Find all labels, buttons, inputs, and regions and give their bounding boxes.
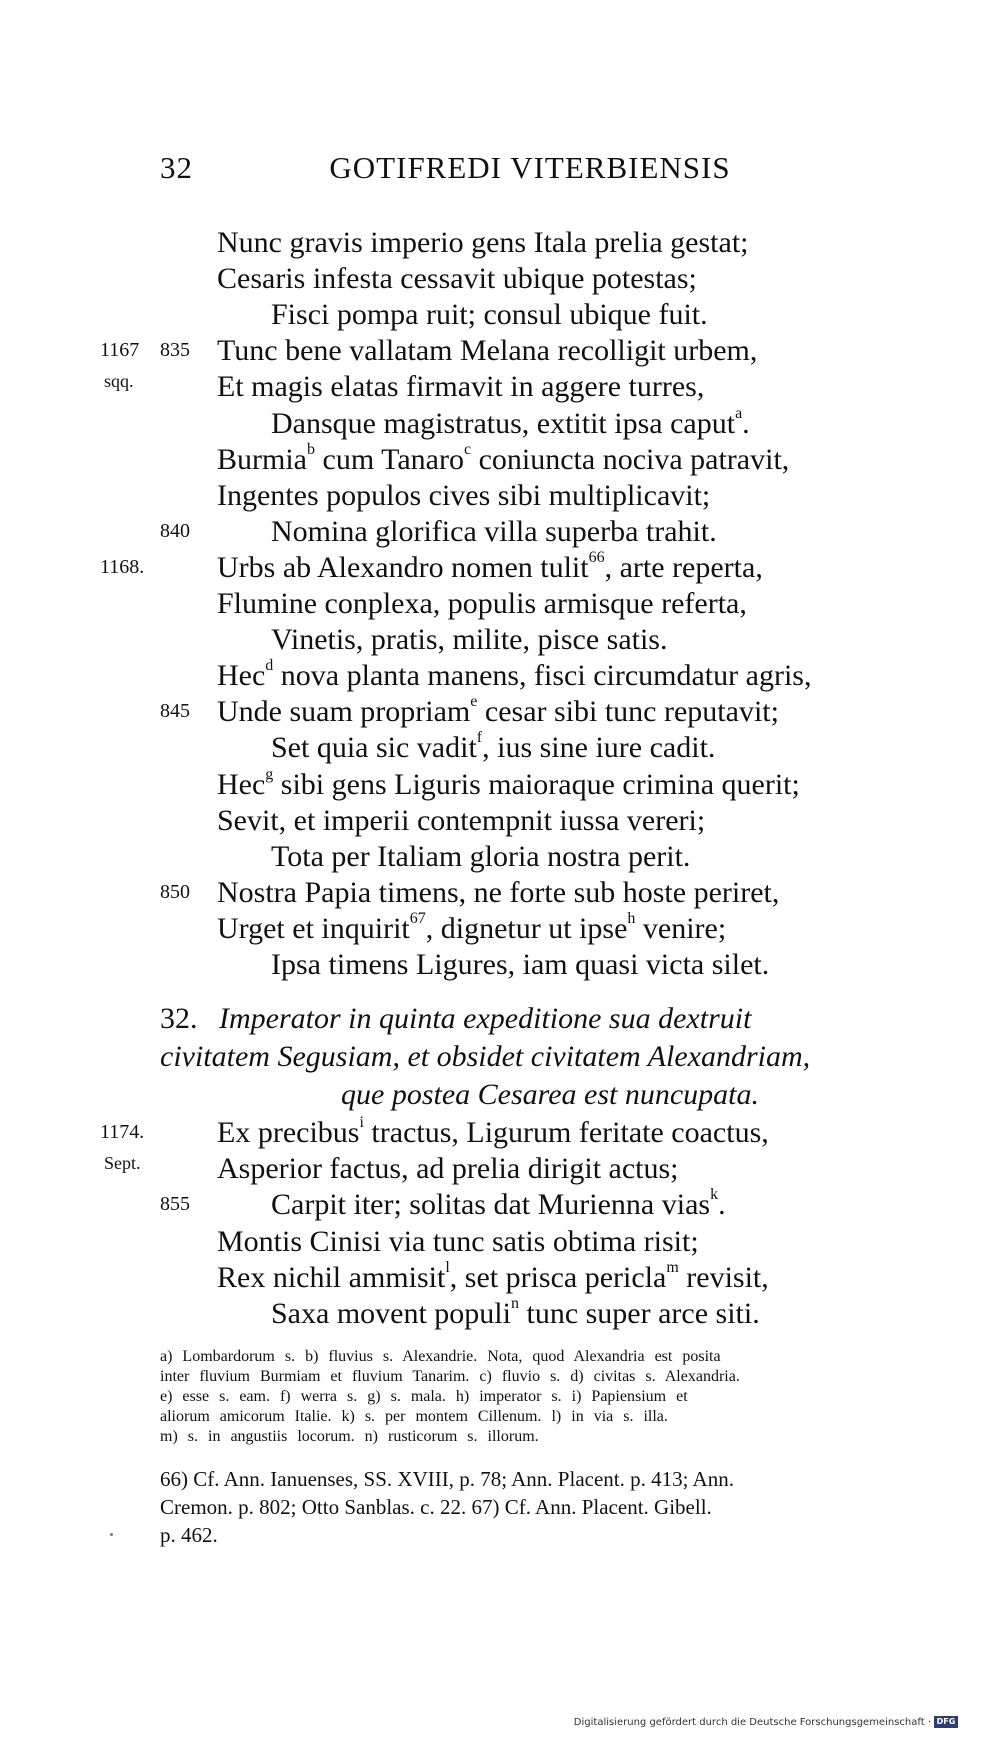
verse-text	[217, 803, 705, 839]
verse-line	[0, 1224, 1000, 1260]
rubric-line-3: que postea Cesarea est nuncupata.	[341, 1078, 759, 1111]
apparatus-line: e) esse s. eam. f) werra s. g) s. mala. h) imperator s. i) Papiensium et	[160, 1388, 688, 1405]
verse-text	[217, 875, 779, 911]
verse-segment: Tota per Italiam gloria nostra perit.	[271, 839, 691, 873]
chapter-rubric	[160, 1000, 940, 1114]
verse-line	[0, 767, 1000, 803]
verse-segment: sibi gens Liguris maioraque crimina querit;	[273, 767, 800, 801]
verse-line	[0, 333, 1000, 369]
verse-line	[0, 369, 1000, 405]
verse-line	[0, 514, 1000, 550]
specks	[110, 1533, 113, 1536]
footnote-marker: l	[445, 1258, 450, 1276]
margin-date-note: sqq.	[104, 371, 134, 392]
apparatus-line: inter fluvium Burmiam et fluvium Tanarim. c) fluvio s. d) civitas s. Alexandria.	[160, 1368, 740, 1385]
verse-line	[0, 1296, 1000, 1332]
verse-line	[0, 297, 1000, 333]
verse-text	[217, 1115, 769, 1151]
page-number: 32	[160, 150, 193, 185]
verse-segment: Tunc bene vallatam Melana recolligit urbem,	[217, 334, 758, 368]
page-header	[160, 150, 840, 190]
apparatus-line: a) Lombardorum s. b) fluvius s. Alexandrie. Nota, quod Alexandria est posita	[160, 1348, 721, 1365]
footnote-marker: g	[265, 765, 274, 783]
footnote-marker: c	[463, 440, 472, 458]
verse-segment: Ex precibus	[217, 1116, 360, 1149]
footnote-marker: i	[359, 1114, 364, 1131]
verse-text	[217, 550, 763, 586]
verse-text	[271, 406, 750, 442]
footnote-marker: n	[510, 1295, 519, 1312]
verse-text	[271, 297, 708, 333]
verse-text	[271, 1296, 760, 1332]
critical-apparatus	[160, 1347, 940, 1447]
verse-segment: , arte reperta,	[604, 550, 763, 584]
verse-text	[217, 767, 800, 803]
verse-segment: .	[742, 406, 750, 440]
footnote-marker: k	[710, 1186, 719, 1204]
footnote-marker: m	[666, 1258, 679, 1276]
credit-text: Digitalisierung gefördert durch die Deutsche Forschungsgemeinschaft ·	[573, 1716, 931, 1728]
verse-segment: Asperior factus, ad prelia dirigit actus;	[217, 1152, 679, 1186]
verse-segment: , dignetur ut ipse	[425, 911, 628, 945]
verse-text	[217, 225, 749, 261]
verse-line	[0, 911, 1000, 947]
verse-text	[271, 514, 717, 550]
verse-text	[217, 1151, 679, 1187]
footnote-marker: 66	[588, 548, 605, 566]
verse-text	[217, 261, 697, 297]
apparatus-line: aliorum amicorum Italie. k) s. per montem Cillenum. l) in via s. illa.	[160, 1408, 668, 1425]
verse-segment: Ingentes populos cives sibi multiplicavit;	[217, 478, 711, 512]
verse-line	[0, 261, 1000, 297]
verse-text	[217, 658, 811, 694]
verse-segment: Montis Cinisi via tunc satis obtima risit;	[217, 1224, 699, 1258]
verse-segment: cum Tanaro	[315, 442, 464, 476]
verse-segment: venire;	[635, 911, 727, 945]
verse-segment: .	[718, 1188, 726, 1222]
verse-text	[217, 369, 704, 405]
verse-segment: tunc super arce siti.	[518, 1297, 760, 1330]
margin-year: 1167	[100, 339, 140, 362]
verse-text	[271, 730, 715, 766]
verse-segment: Ipsa timens Ligures, iam quasi victa silet.	[271, 948, 770, 981]
verse-text	[217, 1224, 699, 1260]
verse-line	[0, 406, 1000, 442]
verse-segment: Et magis elatas firmavit in aggere turres,	[217, 370, 705, 404]
note-line: p. 462.	[160, 1523, 218, 1547]
verse-segment: Saxa movent populi	[271, 1297, 511, 1330]
verse-segment: Urget et inquirit	[217, 911, 410, 945]
verse-segment: coniuncta nociva patravit,	[471, 442, 790, 476]
verse-line	[0, 1260, 1000, 1296]
dfg-logo: DFG	[934, 1716, 958, 1728]
verse-segment: Flumine conplexa, populis armisque referta,	[217, 587, 747, 620]
footnote-marker: d	[265, 657, 274, 675]
verse-line	[0, 622, 1000, 658]
verse-line-number: 855	[160, 1193, 190, 1216]
margin-date-note: Sept.	[104, 1153, 141, 1174]
running-title: GOTIFREDI VITERBIENSIS	[329, 150, 731, 185]
verse-text	[271, 1187, 726, 1223]
verse-line	[0, 875, 1000, 911]
verse-text	[217, 478, 710, 514]
verse-segment: Nomina glorifica villa superba trahit.	[271, 514, 717, 548]
verse-text	[217, 1260, 769, 1296]
note-line: 66) Cf. Ann. Ianuenses, SS. XVIII, p. 78; Ann. Placent. p. 413; Ann.	[160, 1467, 734, 1491]
apparatus-line: m) s. in angustiis locorum. n) rusticorum s. illorum.	[160, 1428, 539, 1445]
verse-segment: Hec	[217, 767, 266, 801]
verse-line	[0, 225, 1000, 261]
verse-line	[0, 658, 1000, 694]
margin-year: 1168.	[100, 555, 145, 578]
verse-text	[271, 839, 690, 875]
verse-segment: Urbs ab Alexandro nomen tulit	[217, 550, 589, 584]
verse-segment: tractus, Ligurum feritate coactus,	[363, 1116, 769, 1149]
verse-segment: revisit,	[678, 1260, 769, 1294]
rubric-line-2: civitatem Segusiam, et obsidet civitatem Alexandriam,	[160, 1040, 811, 1073]
footnote-marker: b	[307, 440, 315, 458]
verse-segment: cesar sibi tunc reputavit;	[477, 695, 779, 729]
verse-line	[0, 550, 1000, 586]
verse-segment: Cesaris infesta cessavit ubique potestas;	[217, 262, 697, 296]
footnote-marker: h	[627, 909, 636, 927]
verse-text	[217, 442, 789, 478]
note-line: Cremon. p. 802; Otto Sanblas. c. 22. 67) Cf. Ann. Placent. Gibell.	[160, 1495, 712, 1519]
chapter-number: 32.	[160, 1002, 198, 1035]
verse-text	[217, 586, 747, 622]
verse-line	[0, 803, 1000, 839]
verse-segment: Fisci pompa ruit; consul ubique fuit.	[271, 298, 708, 332]
digitization-credit	[574, 1716, 958, 1728]
verse-segment: Rex nichil ammisit	[217, 1260, 446, 1294]
verse-line	[0, 586, 1000, 622]
verse-segment: Dansque magistratus, extitit ipsa caput	[271, 406, 736, 440]
footnote-marker: a	[735, 404, 743, 422]
verse-line	[0, 694, 1000, 730]
verse-line-number: 835	[160, 339, 190, 362]
rubric-line-1: Imperator in quinta expeditione sua dextruit	[219, 1002, 752, 1035]
verse-segment: Carpit iter; solitas dat Murienna vias	[271, 1188, 711, 1222]
verse-segment: , set prisca pericla	[449, 1260, 667, 1294]
verse-text	[217, 694, 779, 730]
footnote-marker: 67	[409, 909, 426, 927]
verse-segment: Unde suam propriam	[217, 695, 471, 729]
footnote-marker: f	[476, 729, 483, 747]
verse-segment: Sevit, et imperii contempnit iussa vereri;	[217, 803, 706, 837]
verse-line-number: 850	[160, 880, 190, 903]
verse-text	[217, 333, 757, 369]
historical-notes	[160, 1465, 940, 1549]
verse-line	[0, 1115, 1000, 1151]
verse-segment: Nostra Papia timens, ne forte sub hoste periret,	[217, 875, 780, 909]
verse-line-number: 840	[160, 519, 190, 542]
verse-line	[0, 1187, 1000, 1223]
footnote-marker: e	[470, 693, 478, 711]
verse-segment: Set quia sic vadit	[271, 731, 477, 765]
verse-segment: nova planta manens, fisci circumdatur agris,	[273, 659, 812, 693]
verse-segment: , ius sine iure cadit.	[482, 731, 716, 765]
margin-year: 1174.	[100, 1121, 145, 1143]
verse-text	[271, 947, 769, 983]
verse-segment: Hec	[217, 659, 266, 693]
verse-line	[0, 1151, 1000, 1187]
verse-line	[0, 442, 1000, 478]
verse-line	[0, 478, 1000, 514]
verse-line	[0, 947, 1000, 983]
verse-text	[217, 911, 726, 947]
verse-line-number: 845	[160, 700, 190, 723]
verse-segment: Burmia	[217, 442, 307, 476]
verse-text	[271, 622, 667, 658]
verse-line	[0, 730, 1000, 766]
verse-segment: Nunc gravis imperio gens Itala prelia gestat;	[217, 226, 749, 259]
verse-segment: Vinetis, pratis, milite, pisce satis.	[271, 623, 668, 657]
verse-line	[0, 839, 1000, 875]
